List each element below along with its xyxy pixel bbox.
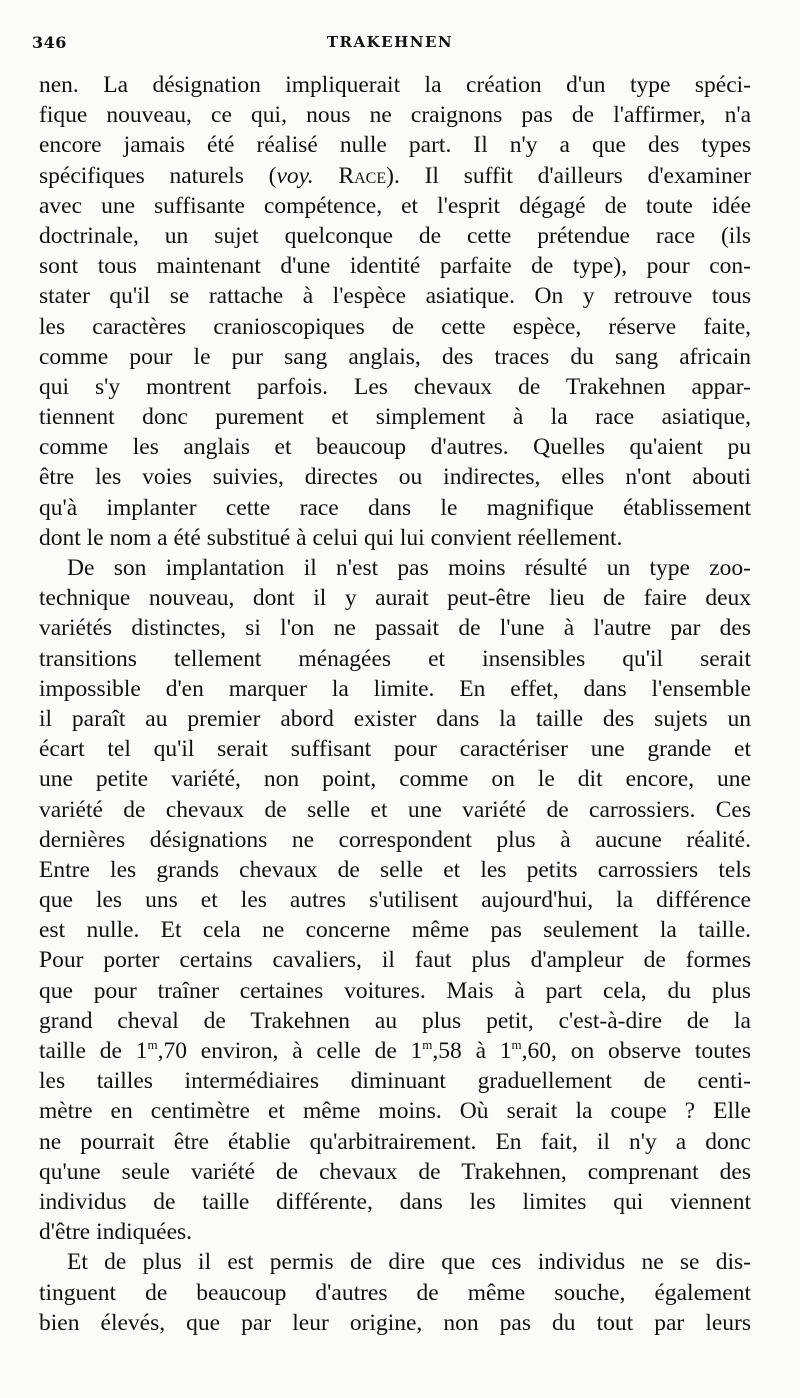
body-text [39, 70, 751, 1338]
text-line: que pour traîner certaines voitures. Mais à part cela, du plus [39, 977, 751, 1004]
text-line: comme les anglais et beaucoup d'autres. Quelles qu'aient pu [39, 434, 751, 461]
text-line: encore jamais été réalisé nulle part. Il n'y a que des types [39, 132, 751, 159]
text-run: taille de 1 [39, 1038, 148, 1064]
text-line: sont tous maintenant d'une identité parfaite de type), pour con- [39, 253, 751, 280]
superscript: m [511, 1037, 522, 1052]
text-run: ,58 à 1 [432, 1038, 512, 1064]
text-line [39, 1036, 751, 1066]
text-line [39, 161, 751, 191]
text-line: que les uns et les autres s'utilisent aujourd'hui, la différence [39, 887, 751, 914]
superscript: m [422, 1037, 433, 1052]
text-line: technique nouveau, dont il y aurait peut-être lieu de faire deux [39, 585, 751, 612]
text-line: écart tel qu'il serait suffisant pour caractériser une grande et [39, 736, 751, 763]
page-number: 346 [32, 33, 67, 52]
text-line: tinguent de beaucoup d'autres de même souche, également [39, 1279, 751, 1306]
text-line: grand cheval de Trakehnen au plus petit, c'est-à-dire de la [39, 1007, 751, 1034]
text-line: bien élevés, que par leur origine, non pas du tout par leurs [39, 1309, 751, 1336]
text-line: Pour porter certains cavaliers, il faut plus d'ampleur de formes [39, 947, 751, 974]
text-line: qui s'y montrent parfois. Les chevaux de Trakehnen appar- [39, 373, 751, 400]
text-line: mètre en centimètre et même moins. Où serait la coupe ? Elle [39, 1098, 751, 1125]
text-line: être les voies suivies, directes ou indirectes, elles n'ont abouti [39, 464, 751, 491]
text-line: variété de chevaux de selle et une variété de carrossiers. Ces [39, 796, 751, 823]
text-line: transitions tellement ménagées et insensibles qu'il serait [39, 645, 751, 672]
text-line: d'être indiquées. [39, 1219, 193, 1246]
text-line: doctrinale, un sujet quelconque de cette prétendue race (ils [39, 222, 751, 249]
text-line: une petite variété, non point, comme on le dit encore, une [39, 766, 751, 793]
italic-run: voy. [276, 162, 314, 189]
text-line: avec une suffisante compétence, et l'esprit dégagé de toute idée [39, 192, 751, 219]
text-line: Et de plus il est permis de dire que ces individus ne se dis- [67, 1249, 751, 1276]
text-line: qu'à implanter cette race dans le magnifique établissement [39, 494, 751, 521]
text-line: dont le nom a été substitué à celui qui lui convient réellement. [39, 524, 623, 551]
text-line: stater qu'il se rattache à l'espèce asiatique. On y retrouve tous [39, 283, 751, 310]
text-line: les caractères cranioscopiques de cette espèce, réserve faite, [39, 313, 751, 340]
text-run: ,70 environ, à celle de 1 [157, 1038, 423, 1064]
text-line: individus de taille différente, dans les limites qui viennent [39, 1188, 751, 1215]
text-line: comme pour le pur sang anglais, des traces du sang africain [39, 343, 751, 370]
text-line: fique nouveau, ce qui, nous ne craignons pas de l'affirmer, n'a [39, 102, 751, 129]
text-line: impossible d'en marquer la limite. En effet, dans l'ensemble [39, 675, 751, 702]
text-line: dernières désignations ne correspondent plus à aucune réalité. [39, 826, 751, 853]
text-line: qu'une seule variété de chevaux de Trakehnen, comprenant des [39, 1158, 751, 1185]
running-title: TRAKEHNEN [326, 33, 454, 51]
text-line: il paraît au premier abord exister dans la taille des sujets un [39, 705, 751, 732]
text-line: variétés distinctes, si l'on ne passait de l'une à l'autre par des [39, 615, 751, 642]
text-run: ). Il suffit d'ailleurs d'examiner [386, 162, 751, 189]
text-line: ne pourrait être établie qu'arbitrairement. En fait, il n'y a donc [39, 1128, 751, 1155]
superscript: m [147, 1037, 158, 1052]
text-line: tiennent donc purement et simplement à la race asiatique, [39, 404, 751, 431]
smallcaps-run: Race [338, 162, 387, 189]
running-head [32, 33, 748, 57]
text-line: les tailles intermédiaires diminuant graduellement de centi- [39, 1068, 751, 1095]
text-line: De son implantation il n'est pas moins résulté un type zoo- [67, 555, 751, 581]
text-line: est nulle. Et cela ne concerne même pas seulement la taille. [39, 917, 751, 944]
text-run: spécifiques naturels ( [39, 162, 277, 189]
text-line: Entre les grands chevaux de selle et les petits carrossiers tels [39, 856, 751, 883]
text-run: ,60, on observe toutes [521, 1038, 751, 1064]
text-line: nen. La désignation impliquerait la création d'un type spéci- [39, 72, 751, 98]
